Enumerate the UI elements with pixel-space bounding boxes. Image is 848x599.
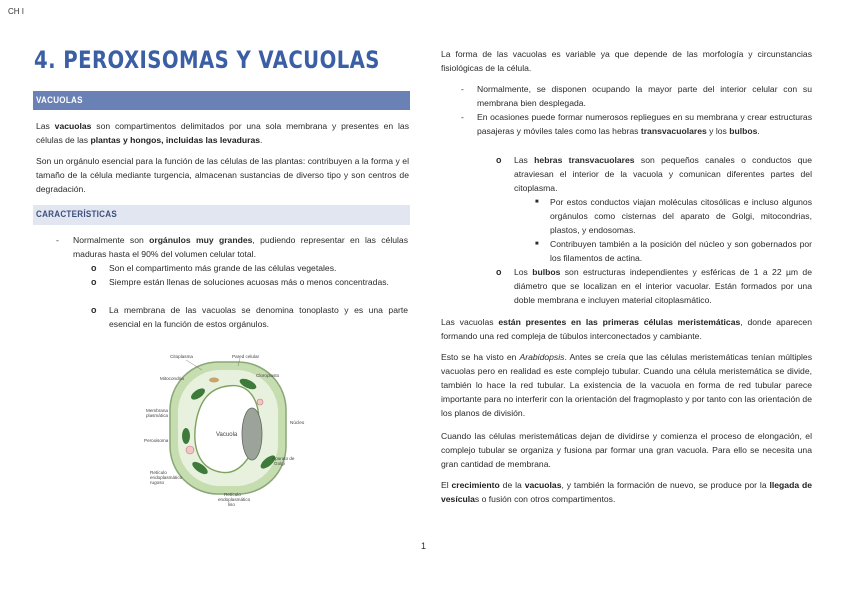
page-title: 4. PEROXISOMAS Y VACUOLAS [34,46,380,74]
header-label: CH I [8,7,24,16]
list-item: Por estos conductos viajan moléculas citosólicas e incluso algunos orgánulos como cisternas del aparato de Golgi, mitocondrias, plastos, y endosomas. [550,197,812,235]
growth-paragraph: El crecimiento de la vacuolas, y también la formación de nuevo, se produce por la llegada de vesículas o fusión con otros compartimentos. [441,480,813,504]
figure-label: Peroxisoma [144,438,169,443]
list-item: Son el compartimento más grande de las células vegetales. [109,263,337,273]
figure-label: Citoplasma [170,354,193,359]
page-number: 1 [421,541,427,551]
circle-marker: o [496,267,502,277]
figure-label: Retículo [224,492,241,497]
dash-marker: - [461,112,464,122]
figure-label: plasmática [146,413,168,418]
circle-marker: o [91,277,97,287]
figure-label: Núcleo [290,420,305,425]
figure-label: rugoso [150,480,165,485]
list-item: Los bulbos son estructuras independientes y esféricas de 1 a 22 µm de diámetro que se localizan en el interior vacuolar. Están formados por una doble membrana e incluyen material citoplasmático. [514,267,812,305]
square-marker: ■ [535,199,539,205]
figure-label: Aparato de [272,456,295,461]
square-marker: ■ [535,241,539,247]
figure-label: endoplasmático [218,497,251,502]
list-item: Normalmente, se disponen ocupando la mayor parte del interior celular con su membrana bien desplegada. [477,84,812,108]
section-heading-caracteristicas: CARACTERÍSTICAS [36,209,117,220]
circle-marker: o [496,155,502,165]
figure-label: Cloroplasto [256,373,280,378]
circle-marker: o [91,263,97,273]
section-band-vacuolas [33,91,410,110]
list-item: Las hebras transvacuolares son pequeños canales o conductos que atraviesan el interior de la vacuola y comunican diferentes partes del citoplasma. [514,155,812,193]
figure-label: liso [228,502,235,507]
figure-label: Membrana [146,408,168,413]
section-band-caracteristicas [33,205,410,225]
dash-marker: - [56,235,59,245]
elongation-paragraph: Cuando las células meristemáticas dejan de dividirse y comienza el proceso de elongación, el complejo tubular se organiza y fusiona par formar una gran vacuola. Para ello se necesita una gran cantidad de membrana. [441,431,812,469]
section-heading-vacuolas: VACUOLAS [36,95,83,106]
arabidopsis-paragraph: Esto se ha visto en Arabidopsis. Antes se creía que las células meristemáticas tenían múltiples vacuolas pero en realidad es este complejo tubular. Cuando una célula meristemática se divide, también lo hace la red tubular. La existencia de la vacuola en forma de red tubular parece importante para no interferir con la orientación del fragmoplasto y por tanto con las orientación de los planos de división. [441,352,813,418]
list-item: Normalmente son orgánulos muy grandes, pudiendo representar en las células maduras hasta el 90% del volumen celular total. [73,235,409,259]
shape-paragraph: La forma de las vacuolas es variable ya que depende de las morfología y circunstancias fisiológicas de la célula. [441,49,812,73]
figure-label: endoplasmático [150,475,183,480]
figure-label: Vacuola [216,432,238,438]
figure-label: Golgi [274,461,285,466]
circle-marker: o [91,305,97,315]
plant-cell-figure [140,350,316,510]
figure-label: Retículo [150,470,167,475]
list-item: Siempre están llenas de soluciones acuosas más o menos concentradas. [109,277,389,287]
intro-paragraph: Las vacuolas son compartimentos delimitados por una sola membrana y presentes en las células de las plantas y hongos, incluidas las levaduras. [36,121,409,145]
dash-marker: - [461,84,464,94]
function-paragraph: Son un orgánulo esencial para la función de las células de las plantas: contribuyen a la forma y el tamaño de la célula mediante turgencia, almacenan sustancias de diverso tipo y son centros de degradación. [36,156,409,194]
figure-label: Mitocondria [160,376,184,381]
list-item: En ocasiones puede formar numerosos repliegues en su membrana y crear estructuras pasajeras y móviles tales como las hebras transvacuolares y los bulbos. [477,112,812,136]
list-item: La membrana de las vacuolas se denomina tonoplasto y es una parte esencial en la función de estos orgánulos. [109,305,408,329]
meristem-paragraph: Las vacuolas están presentes en las primeras células meristemáticas, donde aparecen formando una red compleja de túbulos interconectados y cambiante. [441,317,812,341]
list-item: Contribuyen también a la posición del núcleo y son gobernados por los filamentos de actina. [550,239,812,263]
figure-label: Pared celular [232,354,260,359]
